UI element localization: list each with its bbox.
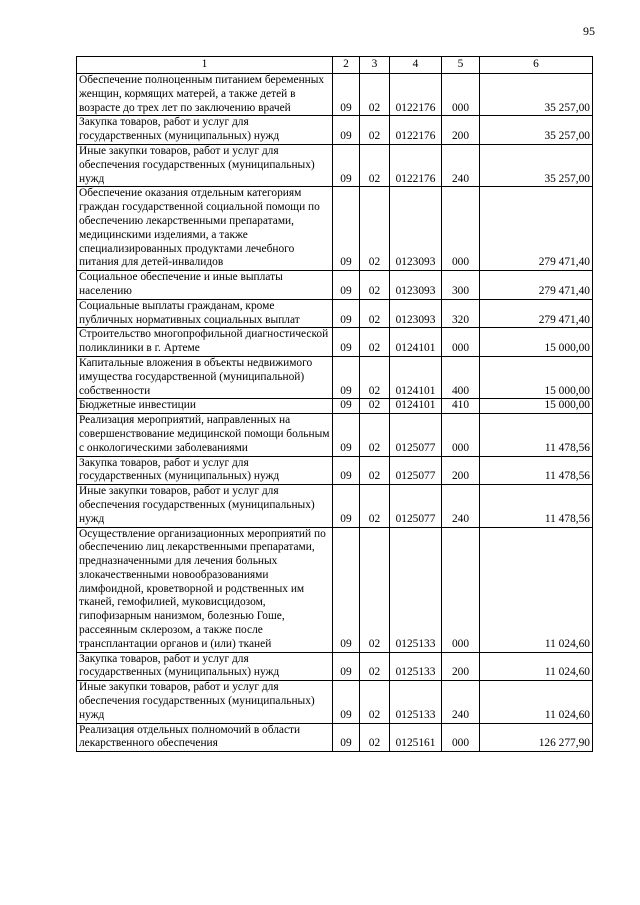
header-cell-2: 2 xyxy=(333,57,360,74)
amount: 15 000,00 xyxy=(480,356,593,398)
subsection-code: 02 xyxy=(360,299,390,328)
target-article-code: 0122176 xyxy=(390,116,442,145)
target-article-code: 0125133 xyxy=(390,652,442,681)
table-row xyxy=(77,723,593,752)
expense-type-code: 240 xyxy=(442,485,480,527)
section-code: 09 xyxy=(333,414,360,456)
expense-type-code: 200 xyxy=(442,652,480,681)
subsection-code: 02 xyxy=(360,328,390,357)
amount: 15 000,00 xyxy=(480,399,593,414)
section-code: 09 xyxy=(333,328,360,357)
expense-type-code: 240 xyxy=(442,144,480,186)
row-description: Капитальные вложения в объекты недвижимого имущества государственной (муниципальной) собственности xyxy=(77,356,333,398)
header-cell-6: 6 xyxy=(480,57,593,74)
table-row xyxy=(77,681,593,723)
section-code: 09 xyxy=(333,527,360,652)
table-row xyxy=(77,271,593,300)
amount: 35 257,00 xyxy=(480,74,593,116)
table-row xyxy=(77,356,593,398)
row-description: Реализация отдельных полномочий в области лекарственного обеспечения xyxy=(77,723,333,752)
expense-type-code: 000 xyxy=(442,187,480,271)
section-code: 09 xyxy=(333,116,360,145)
target-article-code: 0122176 xyxy=(390,144,442,186)
amount: 279 471,40 xyxy=(480,271,593,300)
row-description: Обеспечение оказания отдельным категориям граждан государственной социальной помощи по обеспечению лекарственными препаратами, медицинскими изделиями, а также специализированных продуктами лечебного питания для детей-инвалидов xyxy=(77,187,333,271)
amount: 11 024,60 xyxy=(480,527,593,652)
target-article-code: 0124101 xyxy=(390,328,442,357)
target-article-code: 0125077 xyxy=(390,485,442,527)
subsection-code: 02 xyxy=(360,356,390,398)
section-code: 09 xyxy=(333,356,360,398)
row-description: Строительство многопрофильной диагностической поликлиники в г. Артеме xyxy=(77,328,333,357)
row-description: Социальные выплаты гражданам, кроме публичных нормативных социальных выплат xyxy=(77,299,333,328)
section-code: 09 xyxy=(333,299,360,328)
section-code: 09 xyxy=(333,187,360,271)
row-description: Осуществление организационных мероприятий по обеспечению лиц лекарственными препаратами, предназначенными для лечения больных злокачественными новообразованиями лимфоидной, кроветворной и родственных им тканей, гемофилией, муковисцидозом, гипофизарным нанизмом, болезнью Гоше, рассеянным склерозом, а также после трансплантации органов и (или) тканей xyxy=(77,527,333,652)
table-row xyxy=(77,144,593,186)
table-row xyxy=(77,414,593,456)
subsection-code: 02 xyxy=(360,399,390,414)
row-description: Реализация мероприятий, направленных на совершенствование медицинской помощи больным с онкологическими заболеваниями xyxy=(77,414,333,456)
expense-type-code: 240 xyxy=(442,681,480,723)
section-code: 09 xyxy=(333,681,360,723)
target-article-code: 0123093 xyxy=(390,187,442,271)
amount: 11 024,60 xyxy=(480,681,593,723)
expense-type-code: 000 xyxy=(442,527,480,652)
expense-type-code: 300 xyxy=(442,271,480,300)
table-row xyxy=(77,74,593,116)
subsection-code: 02 xyxy=(360,74,390,116)
expense-type-code: 000 xyxy=(442,328,480,357)
subsection-code: 02 xyxy=(360,116,390,145)
section-code: 09 xyxy=(333,144,360,186)
table-row xyxy=(77,116,593,145)
row-description: Обеспечение полноценным питанием беременных женщин, кормящих матерей, а также детей в возрасте до трех лет по заключению врачей xyxy=(77,74,333,116)
target-article-code: 0125077 xyxy=(390,456,442,485)
amount: 126 277,90 xyxy=(480,723,593,752)
subsection-code: 02 xyxy=(360,723,390,752)
row-description: Закупка товаров, работ и услуг для государственных (муниципальных) нужд xyxy=(77,116,333,145)
row-description: Бюджетные инвестиции xyxy=(77,399,333,414)
table-row xyxy=(77,527,593,652)
row-description: Социальное обеспечение и иные выплаты населению xyxy=(77,271,333,300)
section-code: 09 xyxy=(333,271,360,300)
amount: 15 000,00 xyxy=(480,328,593,357)
target-article-code: 0123093 xyxy=(390,299,442,328)
subsection-code: 02 xyxy=(360,485,390,527)
row-description: Закупка товаров, работ и услуг для государственных (муниципальных) нужд xyxy=(77,456,333,485)
table-row xyxy=(77,652,593,681)
table-row xyxy=(77,187,593,271)
target-article-code: 0123093 xyxy=(390,271,442,300)
target-article-code: 0125133 xyxy=(390,527,442,652)
section-code: 09 xyxy=(333,723,360,752)
row-description: Иные закупки товаров, работ и услуг для обеспечения государственных (муниципальных) нужд xyxy=(77,681,333,723)
subsection-code: 02 xyxy=(360,271,390,300)
section-code: 09 xyxy=(333,399,360,414)
row-description: Закупка товаров, работ и услуг для государственных (муниципальных) нужд xyxy=(77,652,333,681)
subsection-code: 02 xyxy=(360,456,390,485)
target-article-code: 0124101 xyxy=(390,399,442,414)
header-cell-4: 4 xyxy=(390,57,442,74)
header-cell-5: 5 xyxy=(442,57,480,74)
target-article-code: 0124101 xyxy=(390,356,442,398)
section-code: 09 xyxy=(333,74,360,116)
expense-type-code: 320 xyxy=(442,299,480,328)
target-article-code: 0125133 xyxy=(390,681,442,723)
header-cell-3: 3 xyxy=(360,57,390,74)
table-row xyxy=(77,399,593,414)
header-cell-1: 1 xyxy=(77,57,333,74)
amount: 35 257,00 xyxy=(480,116,593,145)
row-description: Иные закупки товаров, работ и услуг для обеспечения государственных (муниципальных) нужд xyxy=(77,485,333,527)
amount: 279 471,40 xyxy=(480,187,593,271)
amount: 11 478,56 xyxy=(480,485,593,527)
budget-table xyxy=(76,56,593,752)
expense-type-code: 400 xyxy=(442,356,480,398)
subsection-code: 02 xyxy=(360,681,390,723)
amount: 11 478,56 xyxy=(480,456,593,485)
section-code: 09 xyxy=(333,456,360,485)
target-article-code: 0122176 xyxy=(390,74,442,116)
target-article-code: 0125077 xyxy=(390,414,442,456)
subsection-code: 02 xyxy=(360,187,390,271)
subsection-code: 02 xyxy=(360,414,390,456)
subsection-code: 02 xyxy=(360,144,390,186)
expense-type-code: 000 xyxy=(442,74,480,116)
table-row xyxy=(77,328,593,357)
table-row xyxy=(77,485,593,527)
row-description: Иные закупки товаров, работ и услуг для обеспечения государственных (муниципальных) нужд xyxy=(77,144,333,186)
expense-type-code: 200 xyxy=(442,456,480,485)
section-code: 09 xyxy=(333,652,360,681)
subsection-code: 02 xyxy=(360,527,390,652)
table-row xyxy=(77,456,593,485)
amount: 11 024,60 xyxy=(480,652,593,681)
amount: 279 471,40 xyxy=(480,299,593,328)
section-code: 09 xyxy=(333,485,360,527)
page-number: 95 xyxy=(583,24,595,38)
header-row xyxy=(77,57,593,74)
target-article-code: 0125161 xyxy=(390,723,442,752)
table-row xyxy=(77,299,593,328)
expense-type-code: 200 xyxy=(442,116,480,145)
expense-type-code: 410 xyxy=(442,399,480,414)
expense-type-code: 000 xyxy=(442,414,480,456)
amount: 11 478,56 xyxy=(480,414,593,456)
amount: 35 257,00 xyxy=(480,144,593,186)
subsection-code: 02 xyxy=(360,652,390,681)
expense-type-code: 000 xyxy=(442,723,480,752)
